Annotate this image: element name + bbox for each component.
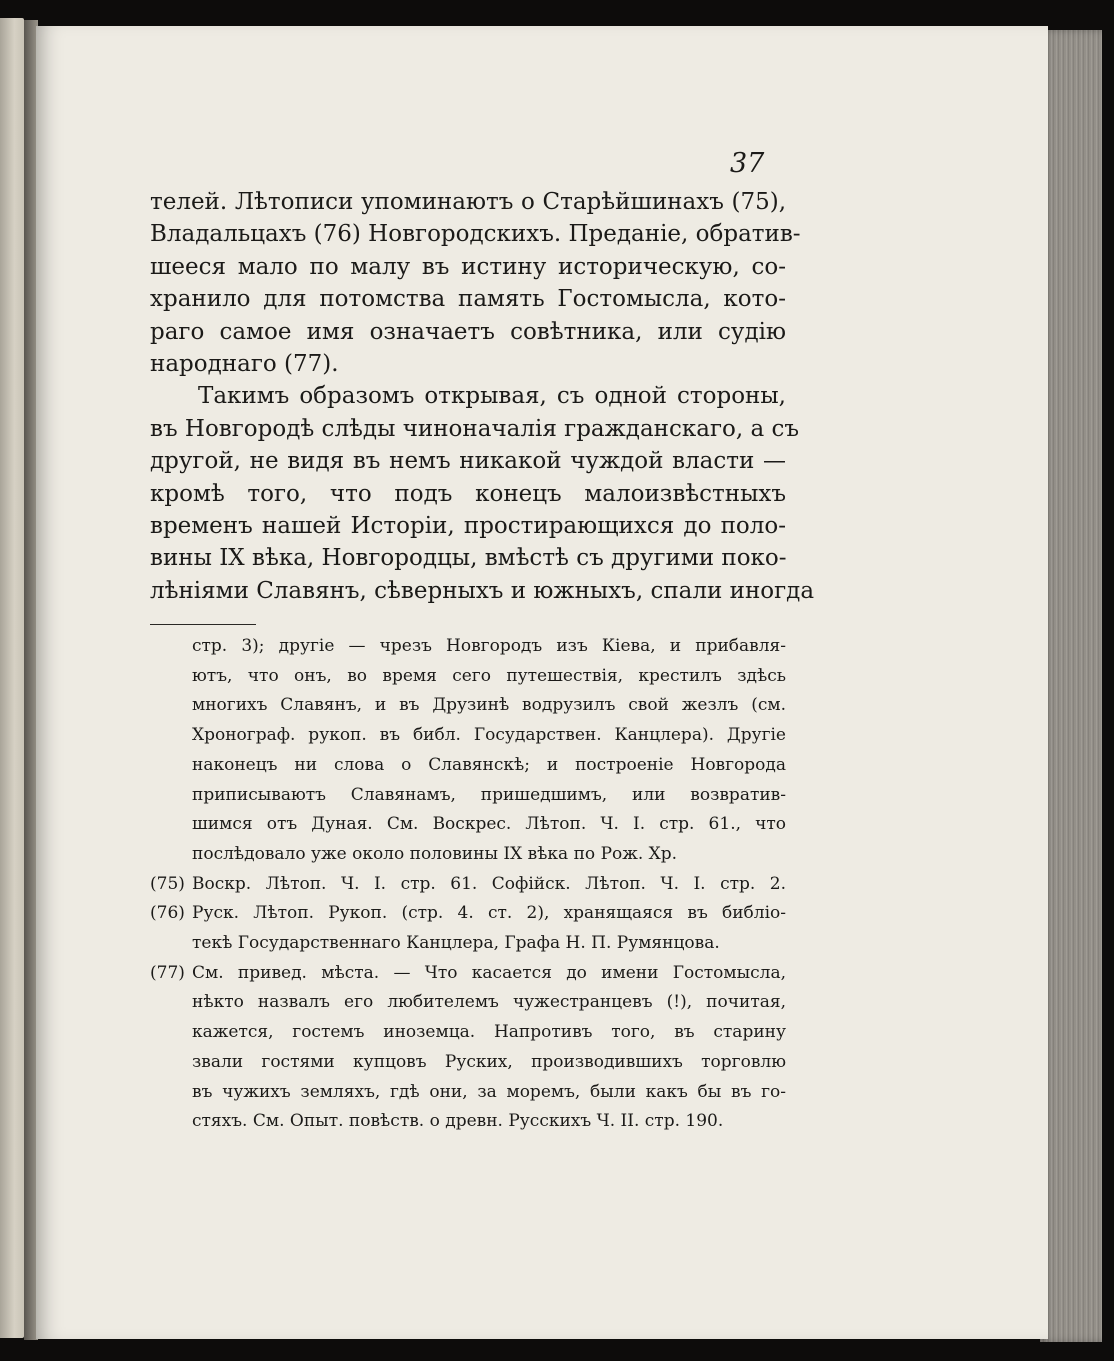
footnote-line [150, 1107, 786, 1137]
main-text [150, 186, 815, 607]
footnote-line [150, 751, 786, 781]
text-line: шееся мало по малу въ истину историческую, со- [150, 253, 786, 280]
footnote-text: звали гостями купцовъ Руских, производившихъ торговлю [192, 1051, 786, 1072]
footnote-number [150, 751, 192, 781]
text-line: лѣніями Славянъ, сѣверныхъ и южныхъ, спали иногда [150, 577, 815, 604]
footnote-line [150, 691, 786, 721]
text-line: Такимъ образомъ открывая, съ одной стороны, [198, 383, 786, 410]
footnote-line [150, 781, 786, 811]
page-number: 37 [730, 148, 765, 179]
footnote-text: наконецъ ни слова о Славянскѣ; и построеніе Новгорода [192, 754, 786, 775]
footnote-number [150, 1107, 192, 1137]
text-line: другой, не видя въ немъ никакой чуждой власти — [150, 448, 786, 475]
footnote-number: (76) [150, 903, 185, 924]
footnote-line [150, 959, 786, 989]
footnote-text: ютъ, что онъ, во время сего путешествія, крестилъ здѣсь [192, 665, 786, 686]
text-line: телей. Лѣтописи упоминаютъ о Старѣйшинахъ (75), [150, 189, 786, 215]
footnote-text: текѣ Государственнаго Канцлера, Графа Н. П. Румянцова. [192, 933, 720, 954]
footnote-line [150, 899, 786, 929]
footnote-text: многихъ Славянъ, и въ Друзинѣ водрузилъ свой жезлъ (см. [192, 695, 786, 716]
footnote-number [150, 632, 192, 662]
footnote-line [150, 721, 786, 751]
footnote-text: кажется, гостемъ иноземца. Напротивъ того, въ старину [192, 1022, 786, 1043]
footnote-number: (77) [150, 962, 185, 983]
footnote-line [150, 1018, 786, 1048]
footnotes [150, 632, 786, 1137]
footnote-line [150, 1048, 786, 1078]
footnote-number [150, 1078, 192, 1108]
footnote-line [150, 810, 786, 840]
footnote-number [150, 1048, 192, 1078]
footnote-number [150, 810, 192, 840]
text-line: вины IX вѣка, Новгородцы, вмѣстѣ съ другими поко- [150, 545, 787, 572]
footnote-line [150, 632, 786, 662]
footnote-number [150, 781, 192, 811]
footnote-number [150, 1018, 192, 1048]
footnote-line [150, 840, 786, 870]
text-line: временъ нашей Исторіи, простирающихся до поло- [150, 513, 786, 540]
footnote-text: послѣдовало уже около половины IX вѣка по Рож. Хр. [192, 843, 678, 864]
footnote-text: См. привед. мѣста. — Что касается до имени Гостомысла, [192, 962, 786, 983]
footnote-number [150, 721, 192, 751]
text-line: кромѣ того, что подъ конецъ малоизвѣстныхъ [150, 480, 786, 507]
footnote-line [150, 988, 786, 1018]
footnote-text: стр. 3); другіе — чрезъ Новгородъ изъ Кіева, и прибавля- [192, 636, 786, 656]
footnote-number [150, 988, 192, 1018]
footnote-text: въ чужихъ земляхъ, гдѣ они, за моремъ, были какъ бы въ го- [192, 1081, 786, 1102]
text-line: раго самое имя означаетъ совѣтника, или судію [150, 318, 786, 345]
footnote-number [150, 929, 192, 959]
text-line: народнаго (77). [150, 351, 339, 378]
footnote-text: приписываютъ Славянамъ, пришедшимъ, или возвратив- [192, 784, 786, 805]
footnote-rule [150, 624, 256, 625]
footnote-line [150, 1078, 786, 1108]
footnote-text: стяхъ. См. Опыт. повѣств. о древн. Русскихъ Ч. II. стр. 190. [192, 1111, 724, 1132]
footnote-text: Хронограф. рукоп. въ библ. Государствен. Канцлера). Другіе [192, 725, 786, 746]
footnote-number: (75) [150, 873, 185, 894]
footnote-text: Воскр. Лѣтоп. Ч. I. стр. 61. Софійск. Лѣтоп. Ч. I. стр. 2. [192, 873, 786, 894]
left-page-edge [0, 18, 24, 1338]
text-line: Владальцахъ (76) Новгородскихъ. Преданіе, обратив- [150, 221, 801, 248]
footnote-text: нѣкто назвалъ его любителемъ чужестранцевъ (!), почитая, [192, 992, 786, 1013]
footnote-text: шимся отъ Дуная. См. Воскрес. Лѣтоп. Ч. I. стр. 61., что [192, 814, 786, 835]
footnote-line [150, 870, 786, 900]
text-line: въ Новгородѣ слѣды чиноначалія гражданскаго, а съ [150, 415, 800, 442]
page-block-edge [1040, 30, 1102, 1342]
text-line: хранило для потомства память Гостомысла, кото- [150, 286, 786, 313]
footnote-number [150, 840, 192, 870]
footnote-line [150, 929, 786, 959]
footnote-line [150, 662, 786, 692]
footnote-text: Руск. Лѣтоп. Рукоп. (стр. 4. ст. 2), хранящаяся въ библіо- [192, 903, 786, 924]
footnote-number [150, 662, 192, 692]
footnote-number [150, 691, 192, 721]
